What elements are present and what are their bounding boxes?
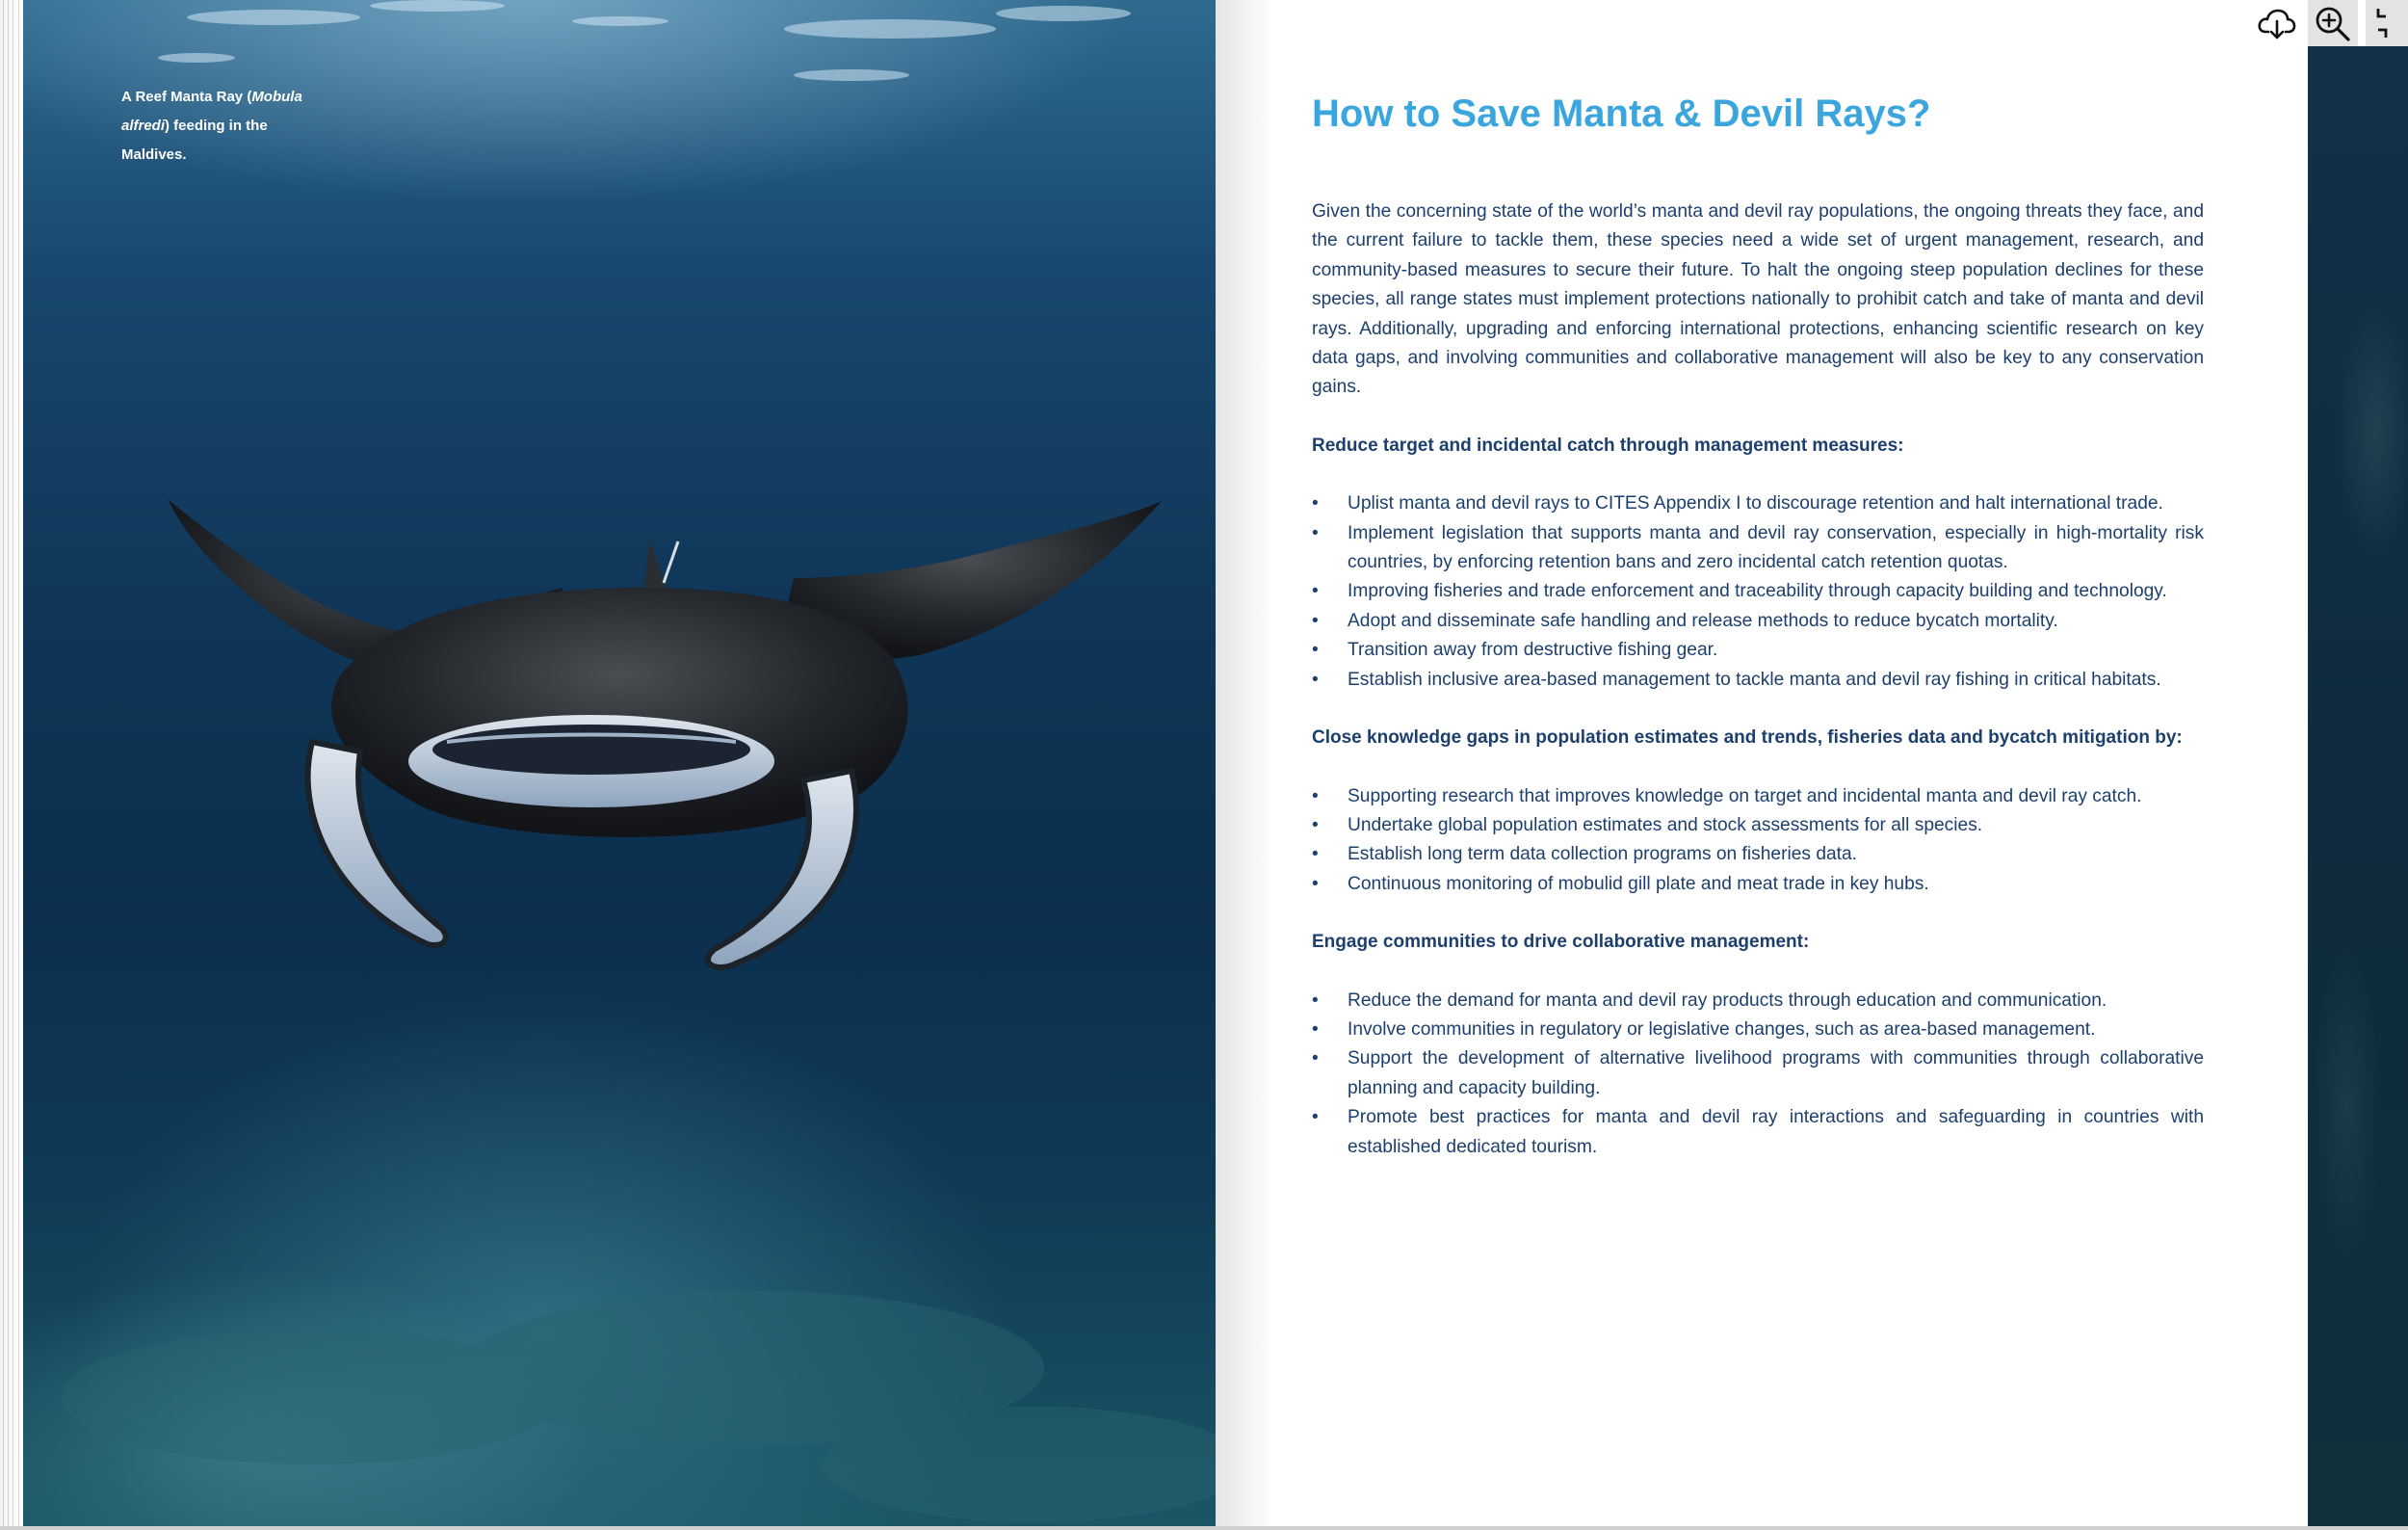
section-heading-management: Reduce target and incidental catch through management measures: xyxy=(1312,435,1904,456)
fit-page-icon xyxy=(2372,5,2401,41)
list-item: • Involve communities in regulatory or legislative changes, such as area-based management. xyxy=(1312,1018,2096,1040)
fit-page-button[interactable] xyxy=(2366,0,2408,46)
manta-ray-photo xyxy=(23,0,1216,1526)
download-button[interactable] xyxy=(2252,0,2302,46)
cloud-download-icon xyxy=(2258,6,2296,40)
list-item: • Supporting research that improves knowledge on target and incidental manta and devil ray catch. xyxy=(1312,785,2142,806)
list-item: • Improving fisheries and trade enforcement and traceability through capacity building and technology. xyxy=(1312,581,2167,602)
list-item: • Uplist manta and devil rays to CITES Appendix I to discourage retention and halt international trade. xyxy=(1312,493,2163,514)
list-item: • Continuous monitoring of mobulid gill plate and meat trade in key hubs. xyxy=(1312,873,1929,894)
caption-species: Mobula alfredi xyxy=(121,89,302,134)
viewer-toolbar xyxy=(2252,0,2408,46)
section-heading-communities: Engage communities to drive collaborative management: xyxy=(1312,932,1810,953)
photo-page xyxy=(23,0,1216,1526)
list-item: • Transition away from destructive fishing gear. xyxy=(1312,640,1718,661)
list-item: • Reduce the demand for manta and devil ray products through education and communication. xyxy=(1312,989,2107,1011)
stacked-page-edges xyxy=(0,0,23,1526)
list-management xyxy=(1312,489,2204,695)
viewer-bottom-edge xyxy=(0,1526,2408,1530)
list-item: • Support the development of alternative livelihood programs with communities through collaborative planning and capacity building. xyxy=(1312,1048,2204,1098)
seabed xyxy=(62,1291,1216,1522)
page-title: How to Save Manta & Devil Rays? xyxy=(1312,92,1931,135)
photo-caption: A Reef Manta Ray (Mobula alfredi) feeding in the Maldives. xyxy=(121,89,302,163)
list-item: • Undertake global population estimates and stock assessments for all species. xyxy=(1312,814,1983,835)
list-knowledge xyxy=(1312,782,2204,900)
list-item: • Promote best practices for manta and devil ray interactions and safeguarding in countries with established dedicated tourism. xyxy=(1312,1107,2204,1157)
list-item: • Adopt and disseminate safe handling and release methods to reduce bycatch mortality. xyxy=(1312,610,2058,631)
zoom-in-button[interactable] xyxy=(2308,0,2358,46)
text-page xyxy=(1216,0,2308,1526)
list-item: • Implement legislation that supports manta and devil ray conservation, especially in high-mortality risk countries, by enforcing retention bans and zero incidental catch retention quotas. xyxy=(1312,522,2204,573)
section-heading-knowledge: Close knowledge gaps in population estimates and trends, fisheries data and bycatch mitigation by: xyxy=(1312,727,2183,749)
intro-paragraph: Given the concerning state of the world’s manta and devil ray populations, the ongoing threats they face, and the current failure to tackle them, these species need a wide set of urgent management, research, and community-based measures to secure their future. To halt the ongoing steep population declines for these species, all range states must implement protections nationally to prohibit catch and take of manta and devil rays. Additionally, upgrading and enforcing international protections, enhancing scientific research on key data gaps, and involving communities and collaborative management will also be key to any conservation gains. xyxy=(1312,201,2204,398)
list-communities xyxy=(1312,987,2204,1162)
surface-ripples xyxy=(158,0,1131,81)
list-item: • Establish inclusive area-based management to tackle manta and devil ray fishing in critical habitats. xyxy=(1312,669,2161,690)
list-item: • Establish long term data collection programs on fisheries data. xyxy=(1312,844,1857,865)
next-page-edge xyxy=(2308,46,2408,1526)
zoom-in-icon xyxy=(2314,5,2352,41)
page-body xyxy=(1312,198,2204,1191)
